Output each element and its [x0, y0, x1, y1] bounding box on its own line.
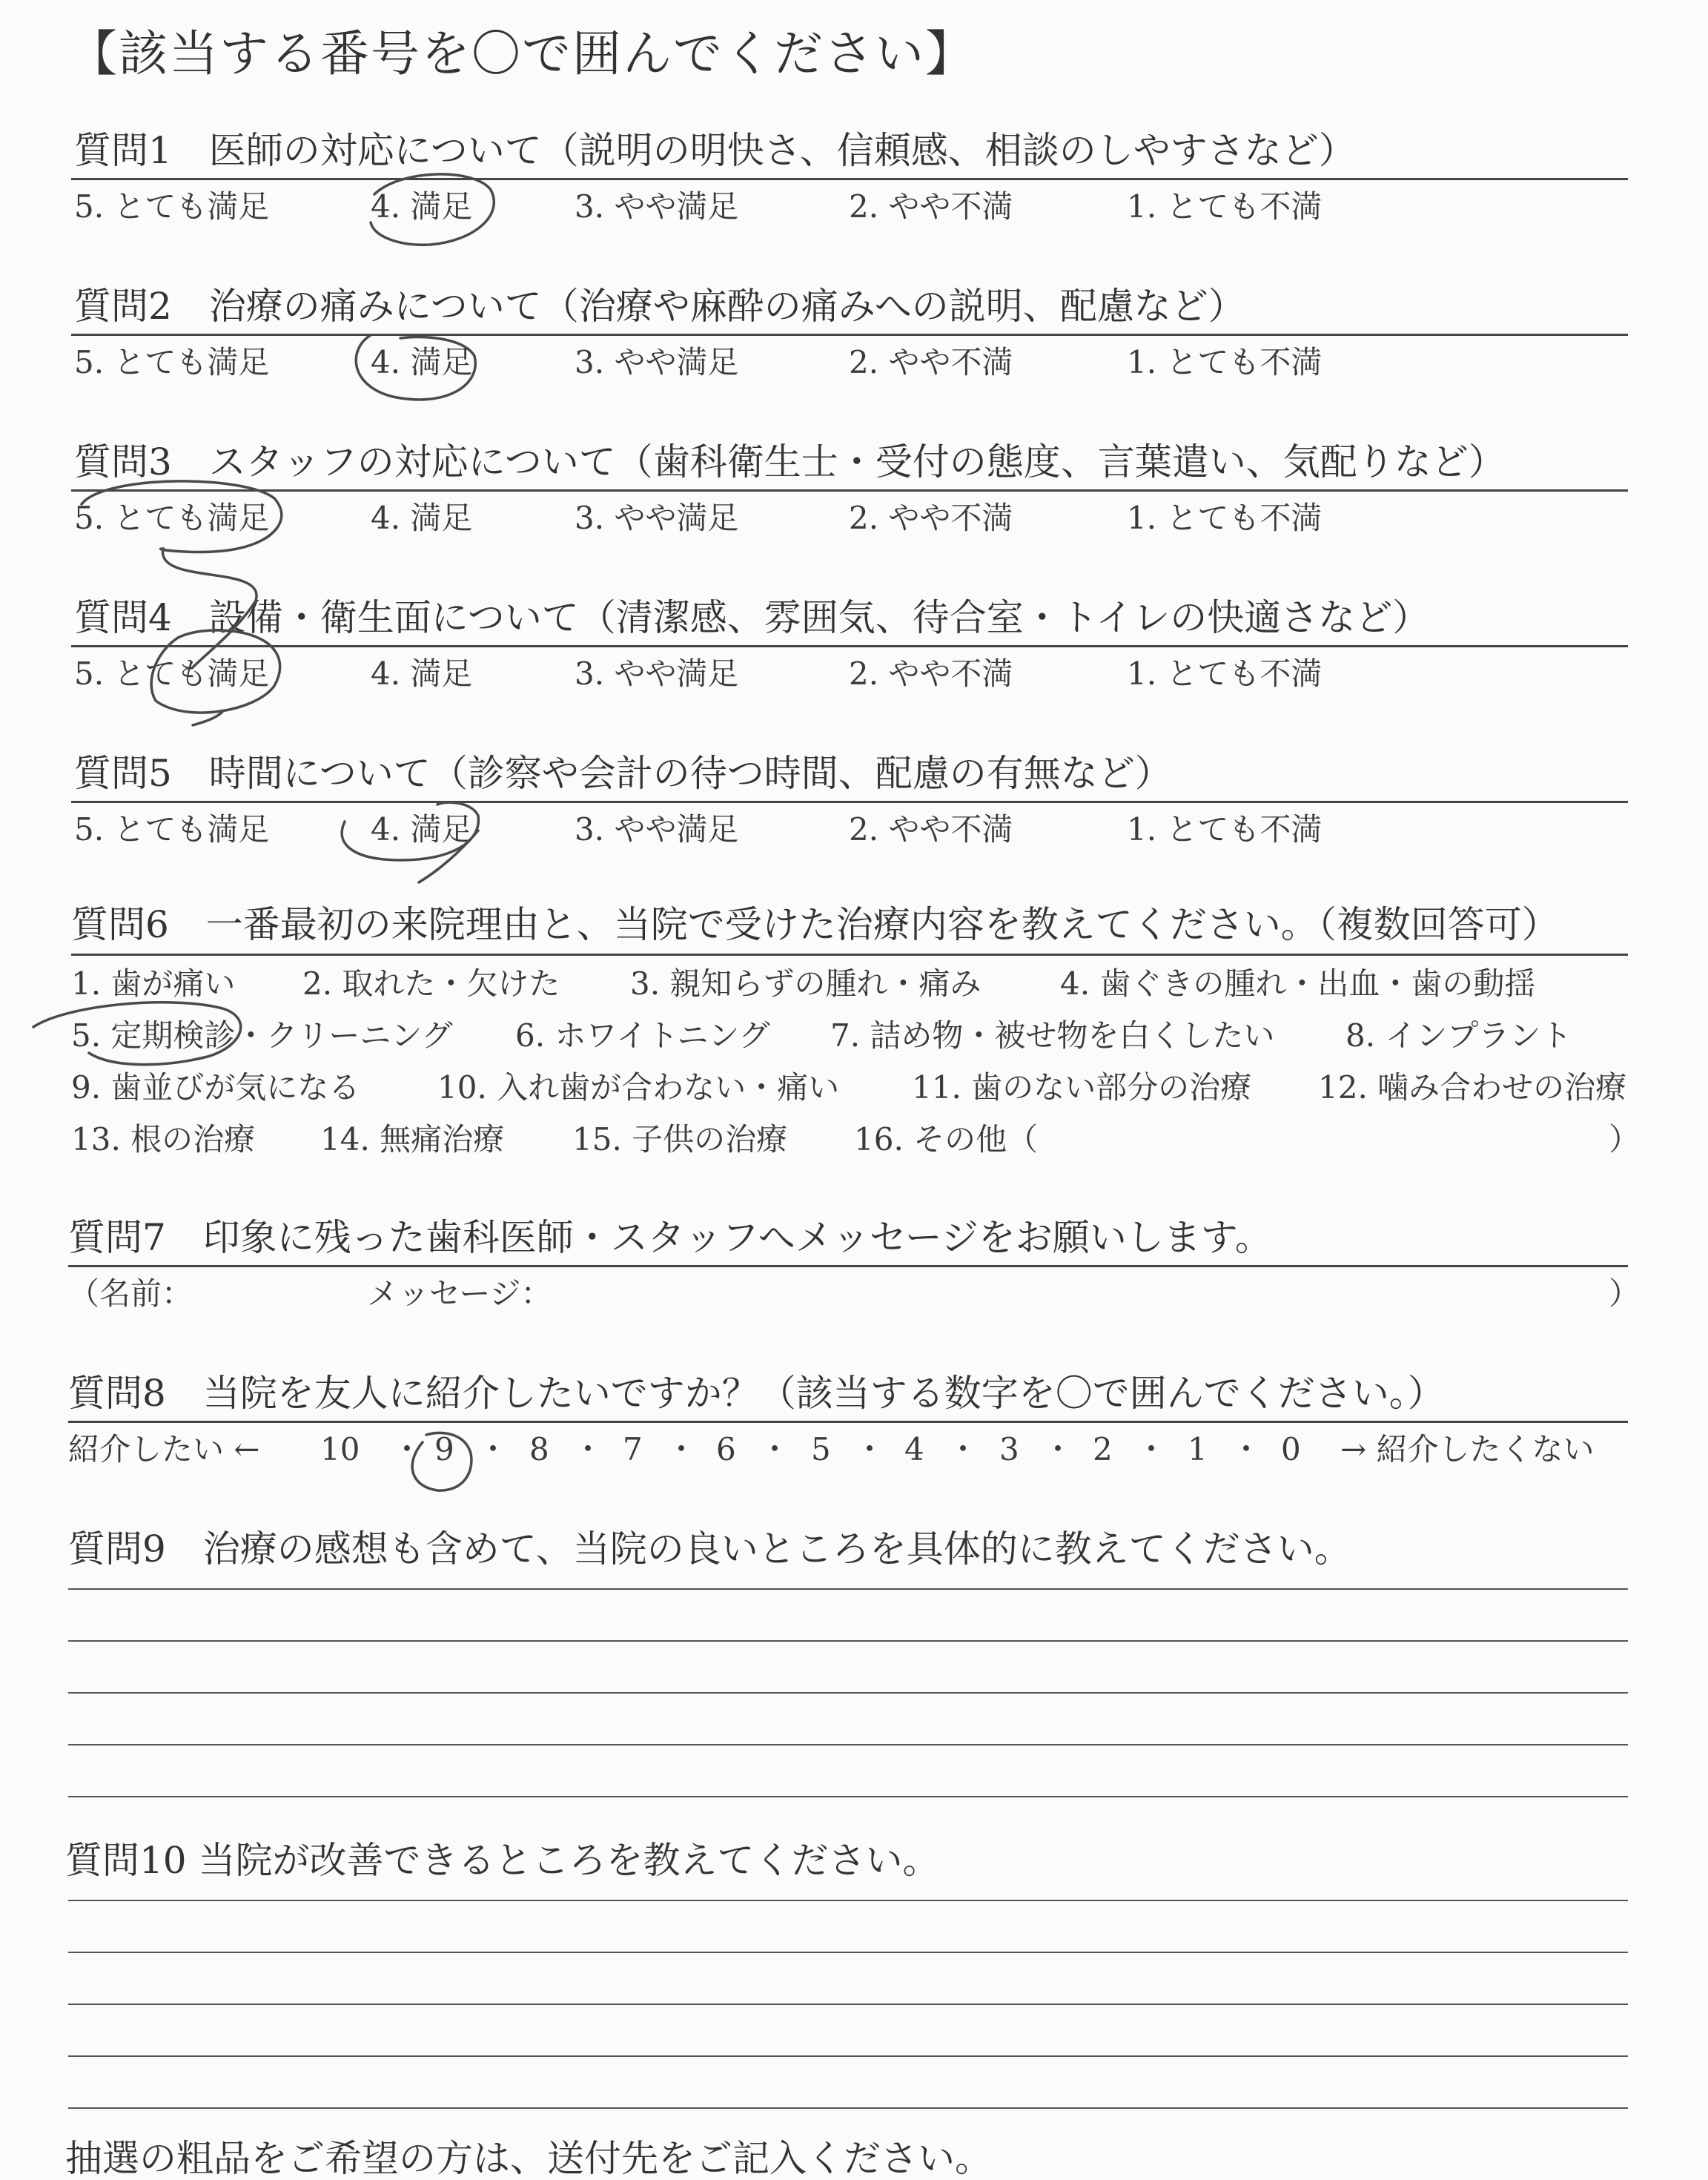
q8-separator: ・: [947, 1431, 979, 1467]
question-4-rule: [71, 645, 1628, 647]
q5-option-1[interactable]: 1. とても不満: [1127, 811, 1323, 848]
q8-separator: ・: [572, 1431, 604, 1467]
footer-note: 抽選の粗品をご希望の方は、送付先をご記入ください。: [65, 2137, 992, 2180]
q8-score-2[interactable]: 2: [1093, 1431, 1113, 1467]
answer-line[interactable]: [68, 1900, 1628, 1901]
q2-option-2[interactable]: 2. やや不満: [849, 344, 1013, 380]
q6-option-1[interactable]: 1. 歯が痛い: [71, 965, 236, 1002]
answer-line[interactable]: [68, 1588, 1628, 1590]
q4-option-2[interactable]: 2. やや不満: [849, 655, 1013, 692]
q6-option-7[interactable]: 7. 詰め物・被せ物を白くしたい: [830, 1017, 1275, 1054]
q8-score-9[interactable]: 9: [434, 1431, 454, 1467]
q8-separator: ・: [854, 1431, 886, 1467]
q6-option-2[interactable]: 2. 取れた・欠けた: [302, 965, 560, 1002]
question-5-rule: [71, 801, 1628, 803]
q8-score-5[interactable]: 5: [811, 1431, 831, 1467]
q6-option-15[interactable]: 15. 子供の治療: [572, 1121, 788, 1157]
q3-option-4[interactable]: 4. 満足: [371, 500, 473, 536]
q6-option-16-other[interactable]: 16. その他（: [854, 1121, 1039, 1157]
q8-separator: ・: [1231, 1431, 1262, 1467]
q1-option-4[interactable]: 4. 満足: [371, 188, 473, 225]
q5-option-5[interactable]: 5. とても満足: [74, 811, 270, 848]
q6-option-4[interactable]: 4. 歯ぐきの腫れ・出血・歯の動揺: [1060, 965, 1536, 1002]
question-7-label: 質問7 印象に残った歯科医師・スタッフへメッセージをお願いします。: [68, 1216, 1272, 1259]
question-2-rule: [71, 334, 1628, 336]
q8-score-4[interactable]: 4: [904, 1431, 924, 1467]
q6-option-9[interactable]: 9. 歯並びが気になる: [71, 1069, 360, 1106]
q6-option-10[interactable]: 10. 入れ歯が合わない・痛い: [437, 1069, 840, 1106]
q2-option-5[interactable]: 5. とても満足: [74, 344, 270, 380]
q7-name-field[interactable]: （名前：: [68, 1275, 193, 1312]
answer-line[interactable]: [68, 1952, 1628, 1953]
q2-option-4[interactable]: 4. 満足: [371, 344, 473, 380]
q8-separator: ・: [1042, 1431, 1074, 1467]
question-3-rule: [71, 489, 1628, 492]
q6-option-5[interactable]: 5. 定期検診・クリーニング: [71, 1017, 453, 1054]
answer-line[interactable]: [68, 1692, 1628, 1694]
q8-separator: ・: [759, 1431, 791, 1467]
q4-option-1[interactable]: 1. とても不満: [1127, 655, 1323, 692]
q8-left-label: 紹介したい ←: [68, 1431, 260, 1467]
question-8-label: 質問8 当院を友人に紹介したいですか？（該当する数字を〇で囲んでください。）: [68, 1372, 1445, 1415]
question-2-label: 質問2 治療の痛みについて（治療や麻酔の痛みへの説明、配慮など）: [74, 285, 1245, 328]
q4-option-4[interactable]: 4. 満足: [371, 655, 473, 692]
q3-option-3[interactable]: 3. やや満足: [575, 500, 739, 536]
question-1-rule: [71, 178, 1628, 180]
q5-option-3[interactable]: 3. やや満足: [575, 811, 739, 848]
q6-option-13[interactable]: 13. 根の治療: [71, 1121, 256, 1157]
q8-score-8[interactable]: 8: [529, 1431, 549, 1467]
answer-line[interactable]: [68, 2107, 1628, 2109]
question-1-label: 質問1 医師の対応について（説明の明快さ、信頼感、相談のしやすさなど）: [74, 129, 1356, 172]
q2-option-1[interactable]: 1. とても不満: [1127, 344, 1323, 380]
q6-option-8[interactable]: 8. インプラント: [1345, 1017, 1572, 1054]
q6-option-3[interactable]: 3. 親知らずの腫れ・痛み: [630, 965, 982, 1002]
question-6-label: 質問6 一番最初の来院理由と、当院で受けた治療内容を教えてください。（複数回答可）: [71, 903, 1559, 946]
q7-close-paren: ）: [1609, 1275, 1641, 1312]
q8-score-10[interactable]: 10: [320, 1431, 360, 1467]
q5-option-4[interactable]: 4. 満足: [371, 811, 473, 848]
question-8-rule: [68, 1421, 1628, 1423]
q8-separator: ・: [1136, 1431, 1168, 1467]
question-6-rule: [71, 954, 1628, 956]
q8-separator: ・: [666, 1431, 698, 1467]
q8-score-1[interactable]: 1: [1188, 1431, 1208, 1467]
answer-line[interactable]: [68, 2004, 1628, 2005]
q3-option-1[interactable]: 1. とても不満: [1127, 500, 1323, 536]
q4-option-3[interactable]: 3. やや満足: [575, 655, 739, 692]
q6-option-14[interactable]: 14. 無痛治療: [320, 1121, 505, 1157]
q8-separator: ・: [477, 1431, 509, 1467]
q6-option-6[interactable]: 6. ホワイトニング: [515, 1017, 770, 1054]
q3-option-2[interactable]: 2. やや不満: [849, 500, 1013, 536]
q1-option-5[interactable]: 5. とても満足: [74, 188, 270, 225]
answer-line[interactable]: [68, 2055, 1628, 2057]
q8-score-7[interactable]: 7: [623, 1431, 643, 1467]
q5-option-2[interactable]: 2. やや不満: [849, 811, 1013, 848]
answer-line[interactable]: [68, 1796, 1628, 1797]
answer-line[interactable]: [68, 1640, 1628, 1642]
q8-separator: ・: [391, 1431, 423, 1467]
question-5-label: 質問5 時間について（診察や会計の待つ時間、配慮の有無など）: [74, 752, 1172, 795]
answer-line[interactable]: [68, 1744, 1628, 1745]
question-3-label: 質問3 スタッフの対応について（歯科衛生士・受付の態度、言葉遣い、気配りなど）: [74, 440, 1506, 483]
question-9-label: 質問9 治療の感想も含めて、当院の良いところを具体的に教えてください。: [68, 1527, 1351, 1570]
q1-option-1[interactable]: 1. とても不満: [1127, 188, 1323, 225]
q3-option-5[interactable]: 5. とても満足: [74, 500, 270, 536]
q2-option-3[interactable]: 3. やや満足: [575, 344, 739, 380]
q8-score-0[interactable]: 0: [1281, 1431, 1301, 1467]
question-7-rule: [68, 1265, 1628, 1267]
question-4-label: 質問4 設備・衛生面について（清潔感、雰囲気、待合室・トイレの快適さなど）: [74, 596, 1430, 639]
q1-option-2[interactable]: 2. やや不満: [849, 188, 1013, 225]
q6-other-close-paren: ）: [1609, 1121, 1641, 1157]
q4-option-5[interactable]: 5. とても満足: [74, 655, 270, 692]
q6-option-12[interactable]: 12. 噛み合わせの治療: [1318, 1069, 1627, 1106]
q1-option-3[interactable]: 3. やや満足: [575, 188, 739, 225]
q7-message-field[interactable]: メッセージ：: [367, 1275, 552, 1312]
q8-score-6[interactable]: 6: [716, 1431, 736, 1467]
page-title: 【該当する番号を〇で囲んでください】: [68, 25, 976, 82]
q8-score-3[interactable]: 3: [999, 1431, 1019, 1467]
q6-option-11[interactable]: 11. 歯のない部分の治療: [912, 1069, 1252, 1106]
q8-right-label: → 紹介したくない: [1340, 1431, 1595, 1467]
question-10-label: 質問10 当院が改善できるところを教えてください。: [65, 1839, 940, 1882]
